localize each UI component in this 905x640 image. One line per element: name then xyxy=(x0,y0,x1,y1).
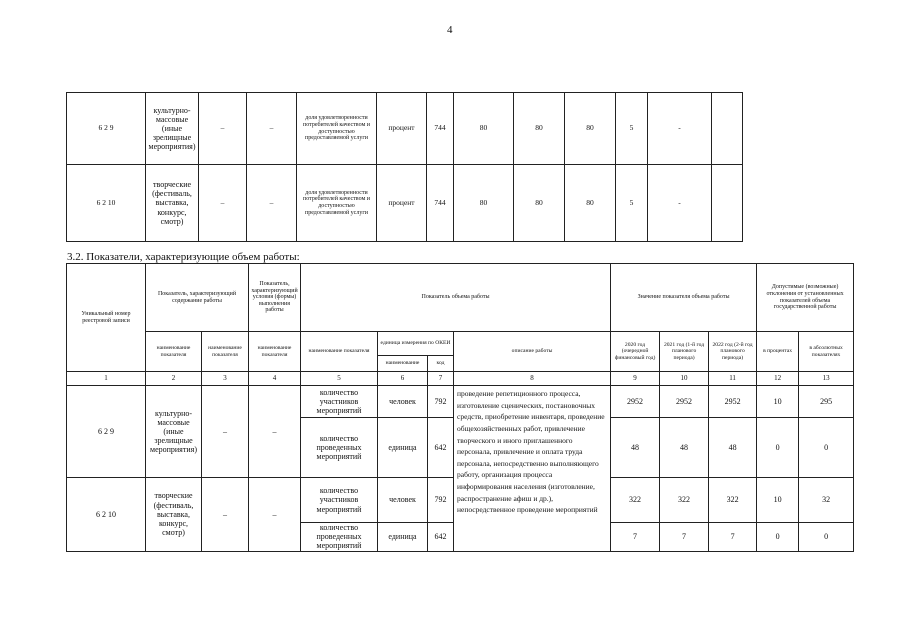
dash-cell: – xyxy=(199,93,247,165)
header-year-2022: 2022 год (2-й год планового периода) xyxy=(709,332,757,372)
deviation-absolute: 0 xyxy=(799,523,854,552)
unit-name: процент xyxy=(377,93,427,165)
column-number: 12 xyxy=(757,372,799,386)
volume-indicator-name: количество участников мероприятий xyxy=(301,478,378,523)
empty-cell xyxy=(712,93,743,165)
deviation-absolute: - xyxy=(648,165,712,242)
value-2021: 80 xyxy=(514,93,565,165)
value-2021: 2952 xyxy=(660,386,709,418)
column-number: 11 xyxy=(709,372,757,386)
unit-name: человек xyxy=(378,386,428,418)
column-number: 5 xyxy=(301,372,378,386)
content-name: культурно-массовые (иные зрелищные мероприятия) xyxy=(146,93,199,165)
deviation-percent: 0 xyxy=(757,418,799,478)
dash-cell: – xyxy=(247,165,297,242)
column-number: 2 xyxy=(146,372,202,386)
table-row xyxy=(67,165,743,242)
registry-code: 6 2 10 xyxy=(67,165,146,242)
value-2022: 322 xyxy=(709,478,757,523)
value-2021: 80 xyxy=(514,165,565,242)
value-2020: 7 xyxy=(611,523,660,552)
dash-cell: – xyxy=(202,478,249,552)
value-2021: 322 xyxy=(660,478,709,523)
section-heading: 3.2. Показатели, характеризующие объем работы: xyxy=(67,251,300,263)
okei-code: 744 xyxy=(427,93,454,165)
header-work-description: описание работы xyxy=(454,332,611,372)
value-2022: 7 xyxy=(709,523,757,552)
value-2020: 48 xyxy=(611,418,660,478)
quality-indicators-table xyxy=(66,92,743,242)
column-number: 10 xyxy=(660,372,709,386)
unit-name: процент xyxy=(377,165,427,242)
value-2022: 80 xyxy=(565,165,616,242)
deviation-absolute: 0 xyxy=(799,418,854,478)
dash-cell: – xyxy=(202,386,249,478)
okei-code: 792 xyxy=(428,478,454,523)
okei-code: 642 xyxy=(428,418,454,478)
value-2020: 80 xyxy=(454,93,514,165)
header-year-2021: 2021 год (1-й год планового периода) xyxy=(660,332,709,372)
indicator-name: доля удовлетворенности потребителей качеством и доступностью предоставляемой услуги xyxy=(297,93,377,165)
header-deviation: Допустимые (возможные) отклонения от установленных показателей объема государственной работы xyxy=(757,264,854,332)
column-number: 13 xyxy=(799,372,854,386)
header-unit-code: код xyxy=(428,356,454,372)
volume-indicator-name: количество участников мероприятий xyxy=(301,386,378,418)
deviation-percent: 5 xyxy=(616,93,648,165)
column-number: 1 xyxy=(67,372,146,386)
volume-indicator-name: количество проведенных мероприятий xyxy=(301,523,378,552)
deviation-absolute: 295 xyxy=(799,386,854,418)
deviation-percent: 0 xyxy=(757,523,799,552)
column-number: 6 xyxy=(378,372,428,386)
column-number: 4 xyxy=(249,372,301,386)
header-indicator-name: наименование показателя xyxy=(202,332,249,372)
deviation-percent: 5 xyxy=(616,165,648,242)
column-number: 7 xyxy=(428,372,454,386)
header-unit-okei: единица измерения по ОКЕИ xyxy=(378,332,454,356)
okei-code: 792 xyxy=(428,386,454,418)
okei-code: 642 xyxy=(428,523,454,552)
header-volume: Показатель объема работы xyxy=(301,264,611,332)
volume-indicators-table xyxy=(66,263,854,552)
volume-indicator-name: количество проведенных мероприятий xyxy=(301,418,378,478)
page-number: 4 xyxy=(447,24,453,36)
dash-cell: – xyxy=(199,165,247,242)
value-2022: 2952 xyxy=(709,386,757,418)
content-name: творческие (фестиваль, выставка, конкурс, смотр) xyxy=(146,165,199,242)
value-2020: 80 xyxy=(454,165,514,242)
registry-code: 6 2 10 xyxy=(67,478,146,552)
work-description: проведение репетиционного процесса, изготовление сценических, постановочных средств, приобретение инвентаря, проведение общехозяйственных работ, привлечение творческого и иного приглашенного персонала, привлечение и оплата труда персонала, непосредственно выполняющего работу, организация процесса информирования населения (изготовление, распространение афиш и др.), непосредственное проведение мероприятий xyxy=(454,386,611,552)
dash-cell: – xyxy=(249,386,301,478)
header-volume-indicator-name: наименование показателя xyxy=(301,332,378,372)
column-number: 3 xyxy=(202,372,249,386)
header-in-absolute: в абсолютных показателях xyxy=(799,332,854,372)
empty-cell xyxy=(712,165,743,242)
content-name: культурно-массовые (иные зрелищные мероприятия) xyxy=(146,386,202,478)
header-indicator-name: наименование показателя xyxy=(146,332,202,372)
dash-cell: – xyxy=(247,93,297,165)
header-unique-number: Уникальный номер реестровой записи xyxy=(67,264,146,372)
header-conditions: Показатель, характеризующий условия (формы) выполнения работы xyxy=(249,264,301,332)
value-2021: 7 xyxy=(660,523,709,552)
deviation-percent: 10 xyxy=(757,386,799,418)
deviation-absolute: 32 xyxy=(799,478,854,523)
header-values: Значение показателя объема работы xyxy=(611,264,757,332)
header-in-percent: в процентах xyxy=(757,332,799,372)
column-number: 8 xyxy=(454,372,611,386)
column-number: 9 xyxy=(611,372,660,386)
unit-name: единица xyxy=(378,523,428,552)
okei-code: 744 xyxy=(427,165,454,242)
header-year-2020: 2020 год (очередной финансовый год) xyxy=(611,332,660,372)
value-2022: 48 xyxy=(709,418,757,478)
deviation-absolute: - xyxy=(648,93,712,165)
unit-name: единица xyxy=(378,418,428,478)
header-indicator-name: наименование показателя xyxy=(249,332,301,372)
unit-name: человек xyxy=(378,478,428,523)
value-2022: 80 xyxy=(565,93,616,165)
table-row xyxy=(67,93,743,165)
content-name: творческие (фестиваль, выставка, конкурс, смотр) xyxy=(146,478,202,552)
value-2021: 48 xyxy=(660,418,709,478)
dash-cell: – xyxy=(249,478,301,552)
registry-code: 6 2 9 xyxy=(67,386,146,478)
table-row xyxy=(67,386,854,418)
value-2020: 2952 xyxy=(611,386,660,418)
deviation-percent: 10 xyxy=(757,478,799,523)
value-2020: 322 xyxy=(611,478,660,523)
indicator-name: доля удовлетворенности потребителей качеством и доступностью предоставляемой услуги xyxy=(297,165,377,242)
registry-code: 6 2 9 xyxy=(67,93,146,165)
header-unit-name: наименование xyxy=(378,356,428,372)
header-content: Показатель, характеризующий содержание работы xyxy=(146,264,249,332)
